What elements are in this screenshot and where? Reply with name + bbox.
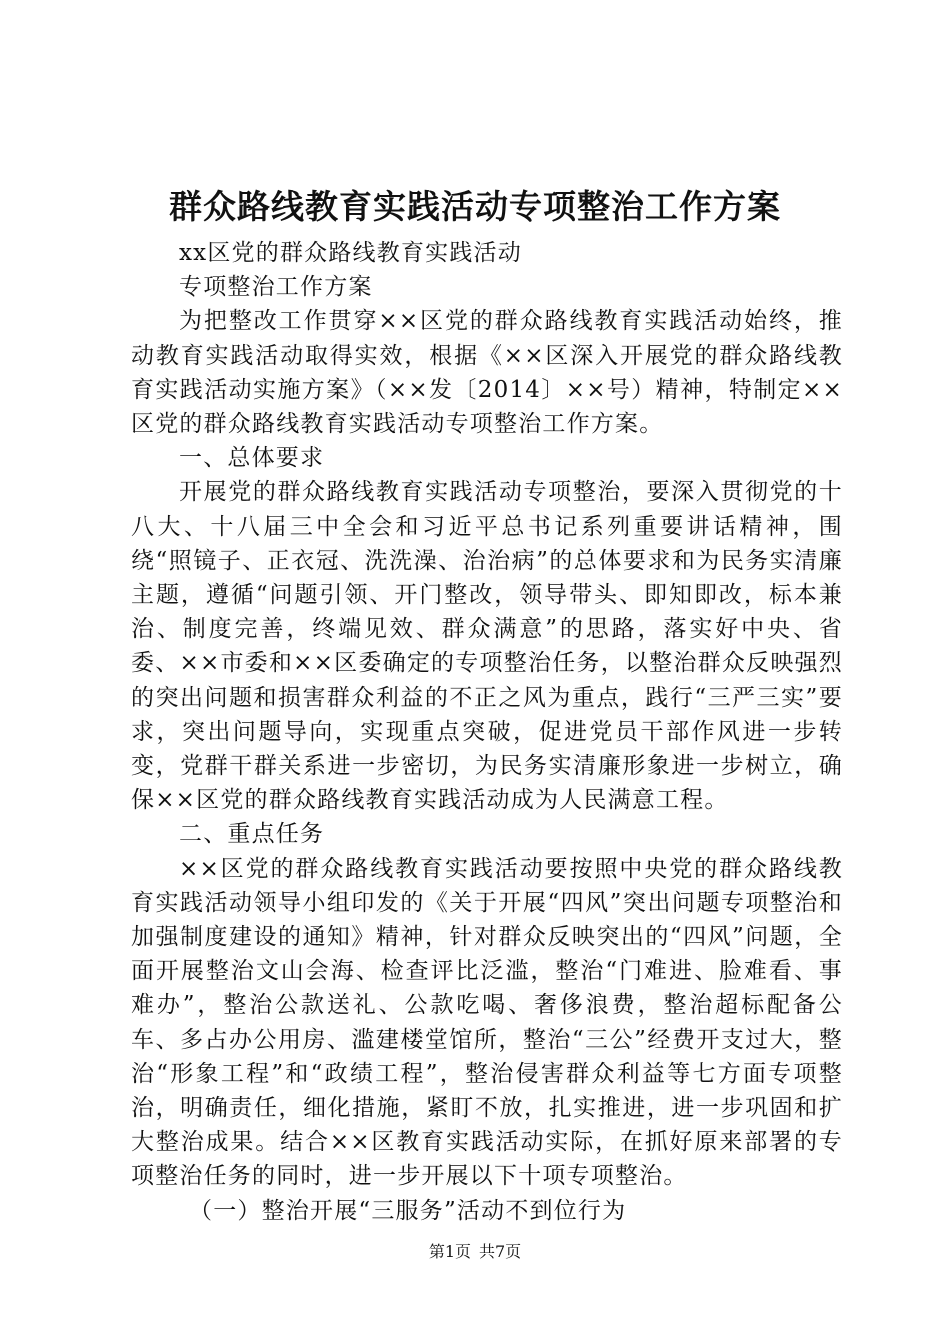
section-2-heading: 二、重点任务 — [179, 821, 325, 848]
section-1-heading: 一、总体要求 — [179, 445, 325, 472]
subsection-1-heading: （一）整治开展“三服务”活动不到位行为 — [189, 1197, 627, 1224]
document-title: 群众路线教育实践活动专项整治工作方案 — [169, 187, 781, 226]
document-body — [131, 236, 843, 1228]
page-total: 共7页 — [479, 1242, 522, 1261]
page-footer — [0, 1240, 950, 1264]
section-1-paragraph: 开展党的群众路线教育实践活动专项整治，要深入贯彻党的十八大、十八届三中全会和习近平总书记系列重要讲话精神，围绕“照镜子、正衣冠、洗洗澡、治治病”的总体要求和为民务实清廉主题，遵循“问题引领、开门整改，领导带头、即知即改，标本兼治、制度完善，终端见效、群众满意”的思路，落实好中央、省委、××市委和××区委确定的专项整治任务，以整治群众反映强烈的突出问题和损害群众利益的不正之风为重点，践行“三严三实”要求，突出问题导向，实现重点突破，促进党员干部作风进一步转变，党群干群关系进一步密切，为民务实清廉形象进一步树立，确保××区党的群众路线教育实践活动成为人民满意工程。 — [131, 479, 843, 814]
subtitle-line-1: xx区党的群众路线教育实践活动 — [179, 240, 522, 266]
page-number: 第1页 — [428, 1242, 471, 1261]
subtitle-line-2: 专项整治工作方案 — [179, 274, 373, 301]
intro-paragraph: 为把整改工作贯穿××区党的群众路线教育实践活动始终，推动教育实践活动取得实效，根据《××区深入开展党的群众路线教育实践活动实施方案》（××发〔2014〕××号）精神，特制定××区党的群众路线教育实践活动专项整治工作方案。 — [131, 308, 843, 438]
section-2-paragraph: ××区党的群众路线教育实践活动要按照中央党的群众路线教育实践活动领导小组印发的《关于开展“四风”突出问题专项整治和加强制度建设的通知》精神，针对群众反映突出的“四风”问题，全面开展整治文山会海、检查评比泛滥，整治“门难进、脸难看、事难办”，整治公款送礼、公款吃喝、奢侈浪费，整治超标配备公车、多占办公用房、滥建楼堂馆所，整治“三公”经费开支过大，整治“形象工程”和“政绩工程”，整治侵害群众利益等七方面专项整治，明确责任，细化措施，紧盯不放，扎实推进，进一步巩固和扩大整治成果。结合××区教育实践活动实际，在抓好原来部署的专项整治任务的同时，进一步开展以下十项专项整治。 — [131, 855, 843, 1190]
